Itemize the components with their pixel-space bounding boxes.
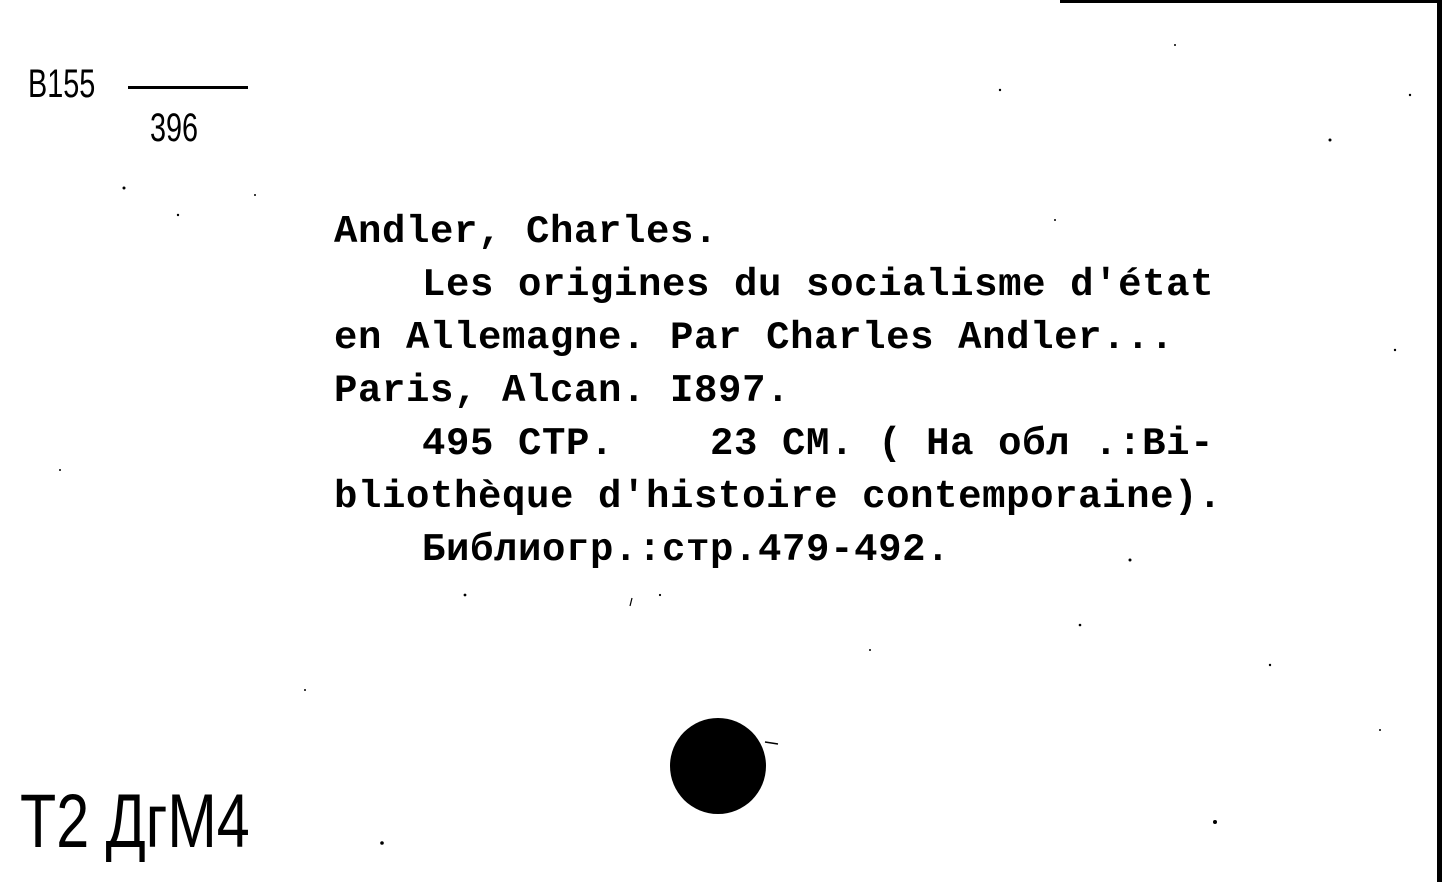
catalog-entry <box>334 206 1434 577</box>
shelfmark-number: B155 <box>28 62 96 106</box>
title-line-1: Les origines du socialisme d'état <box>422 263 1215 307</box>
shelfmark-fraction-line <box>128 86 248 89</box>
author-heading: Andler, Charles. <box>334 210 719 254</box>
shelfmark-denominator: 396 <box>150 106 199 150</box>
bibliography-note: Библиогр.:стр.479-492. <box>422 528 951 572</box>
scan-right-border <box>1437 0 1442 882</box>
collation-line-2: bliothèque d'histoire contemporaine). <box>334 475 1223 519</box>
collation-line-1: 495 CTP. 23 CM. ( На обл .:Bi- <box>422 422 1215 466</box>
imprint-line: Paris, Alcan. I897. <box>334 369 791 413</box>
title-line-2: en Allemagne. Par Charles Andler... <box>334 316 1175 360</box>
scan-top-border <box>1060 0 1442 3</box>
inventory-mark: Т2 ДгМ4 <box>20 779 250 864</box>
card-punch-hole <box>670 718 766 814</box>
